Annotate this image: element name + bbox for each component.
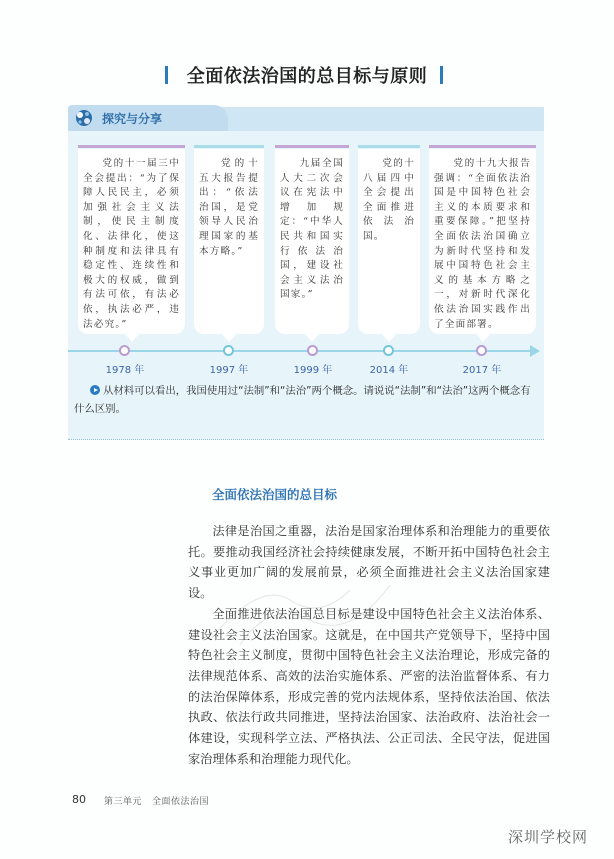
timeline-arrow-icon: [530, 345, 540, 357]
body-text: [188, 521, 550, 769]
section-title: [0, 60, 614, 90]
timeline-card-2014: [358, 149, 420, 334]
timeline-year: 1978 年: [105, 365, 145, 376]
unit-label: 第三单元: [104, 797, 143, 807]
timeline-year: 2017 年: [462, 365, 502, 376]
card-text: 党的十一届三中全会提出：“为了保障人民民主，必须加强社会主义法制，使民主制度化、法律化，使这种制度和法律具有稳定性、连续性和极大的权威，做到有法可依，有法必依，执法必严，违法必究。”: [83, 158, 180, 330]
explore-share-icon: [74, 108, 94, 128]
explore-share-box: [68, 107, 544, 440]
discussion-question: [68, 382, 544, 418]
title-bar-left: [165, 66, 168, 84]
card-text: 党的十九大报告强调：“全面依法治国是中国特色社会主义的本质要求和重要保障。”把坚持全面依法治国确立为新时代坚持和发展中国特色社会主义的基本方略之一，对新时代深化依法治国实践作出了全面部署。: [434, 158, 531, 330]
dotted-divider: [68, 439, 544, 440]
card-text: 九届全国人大二次会议在宪法中增加规定：“中华人民共和国实行依法治国，建设社会主义法治国家。”: [280, 158, 344, 301]
site-watermark: 深圳学校网: [508, 828, 589, 846]
question-play-icon: [90, 385, 100, 395]
card-text: 党的十五大报告提出：“依法治国，是党领导人民治理国家的基本方略。”: [199, 158, 259, 257]
explore-label: 探究与分享: [102, 111, 163, 126]
timeline-card-2017: [429, 149, 536, 334]
timeline-year: 2014 年: [369, 365, 409, 376]
explore-tab: [68, 105, 228, 131]
paragraph: 全面推进依法治国总目标是建设中国特色社会主义法治体系、建设社会主义法治国家。这就是，在中国共产党领导下，坚持中国特色社会主义制度，贯彻中国特色社会主义法治理论，形成完备的法律规范体系、高效的法治实施体系、严密的法治监督体系、有力的法治保障体系，形成完善的党内法规体系，坚持依法治国、依法执政、依法行政共同推进，坚持法治国家、法治政府、法治社会一体建设，实现科学立法、严格执法、公正司法、全民守法，促进国家治理体系和治理能力现代化。: [188, 606, 550, 766]
timeline-card-1997: [194, 149, 264, 334]
timeline-line: [68, 350, 534, 352]
timeline-dot-1978: [119, 345, 130, 356]
timeline-year: 1997 年: [209, 365, 249, 376]
timeline-dot-2017: [476, 345, 487, 356]
timeline-card-1978: [78, 149, 185, 334]
title-bar-right: [440, 66, 443, 84]
paragraph: 法律是治国之重器，法治是国家治理体系和治理能力的重要依托。要推动我国经济社会持续健康发展，不断开拓中国特色社会主义事业更加广阔的发展前景，必须全面推进社会主义法治国家建设。: [188, 524, 550, 601]
section-title-text: 全面依法治国的总目标与原则: [186, 66, 428, 87]
unit-title: 全面依法治国: [152, 797, 210, 807]
timeline-dot-1999: [307, 345, 318, 356]
timeline-card-1999: [275, 149, 349, 334]
question-text: 从材料可以看出，我国使用过“法制”和“法治”两个概念。请说说“法制”和“法治”这两个概念有什么区别。: [74, 385, 531, 415]
subsection-title: 全面依法治国的总目标: [212, 487, 338, 502]
card-text: 党的十八届四中全会提出全面推进依法治国。: [363, 158, 415, 242]
page-number: 80: [72, 793, 86, 806]
timeline-year: 1999 年: [293, 365, 333, 376]
running-footer: [104, 794, 209, 807]
timeline-dot-2014: [383, 345, 394, 356]
timeline-dot-1997: [223, 345, 234, 356]
